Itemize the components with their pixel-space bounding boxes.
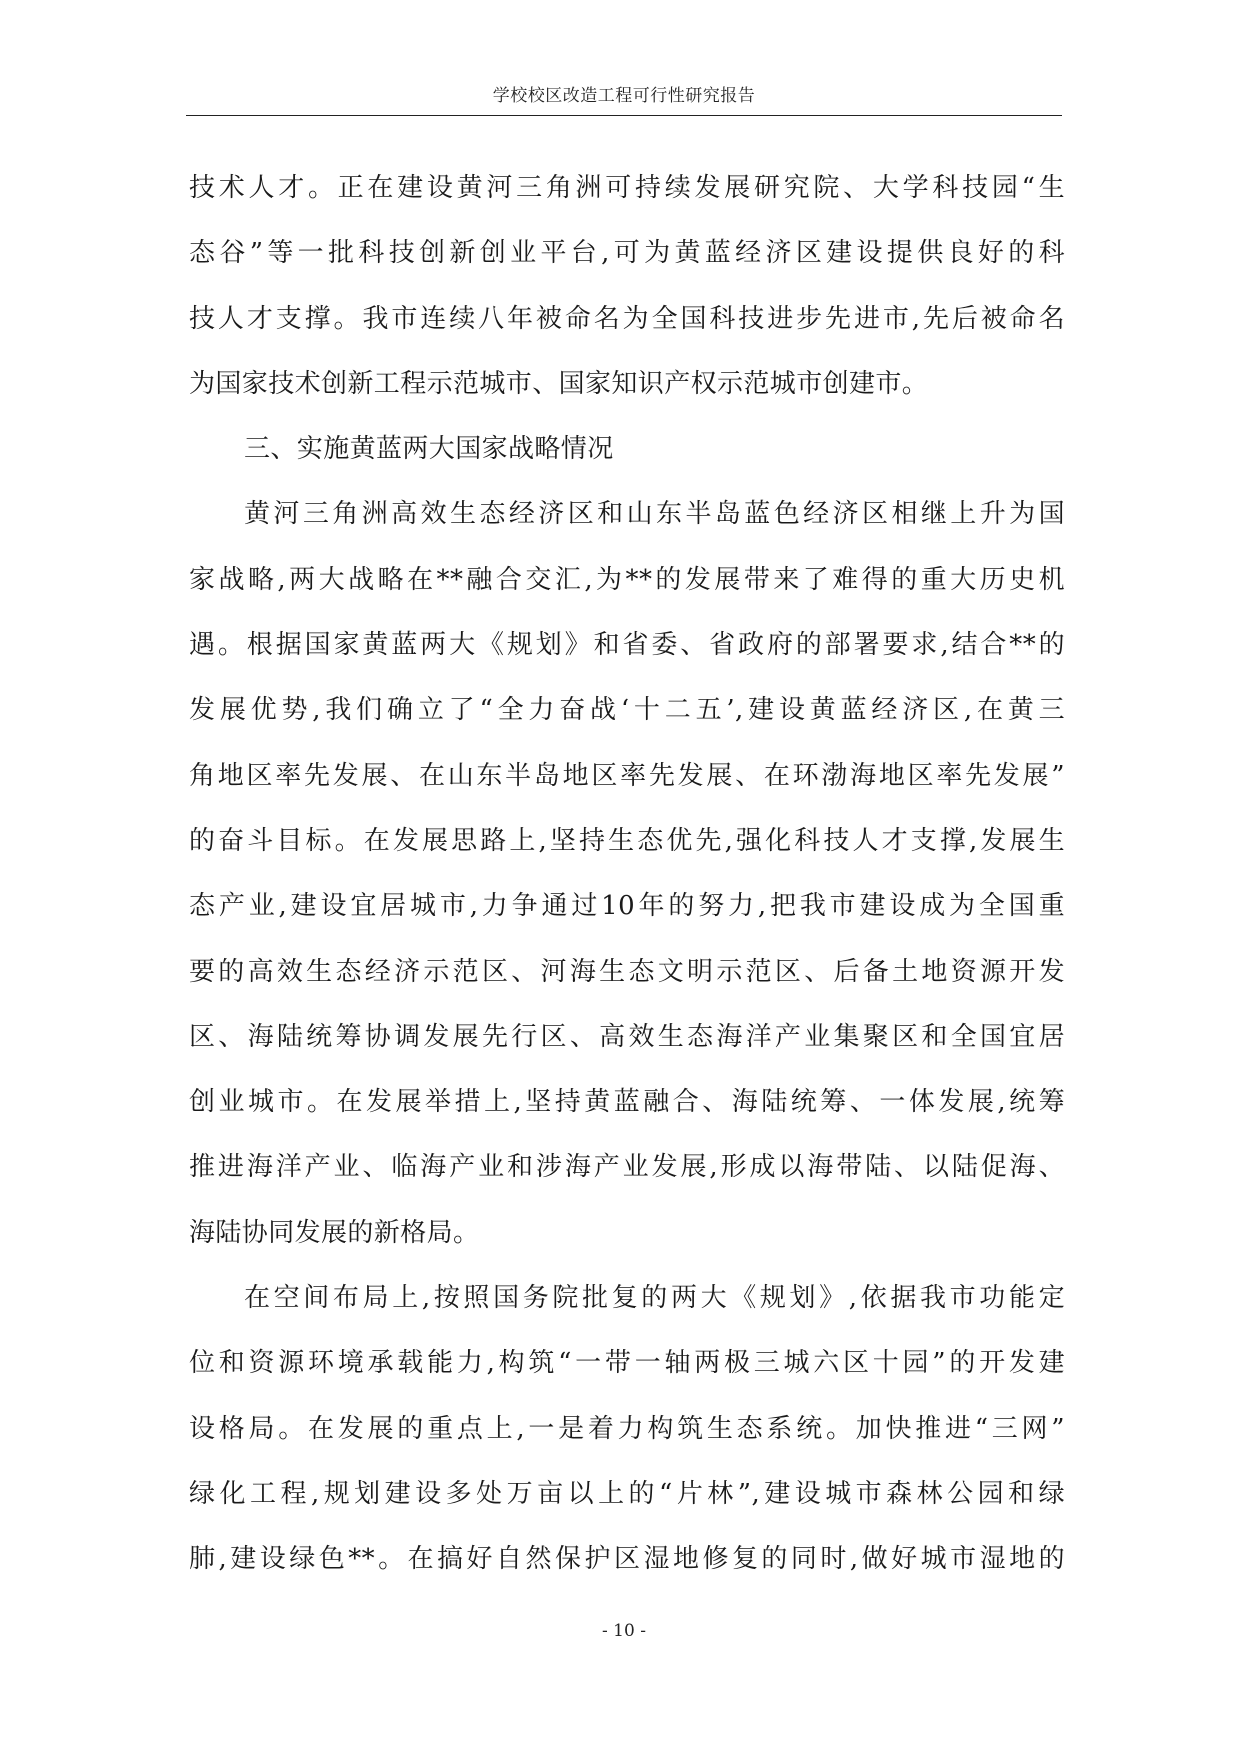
body-line: 肺,建设绿色**。在搞好自然保护区湿地修复的同时,做好城市湿地的 bbox=[189, 1544, 1065, 1575]
body-line: 态谷”等一批科技创新创业平台,可为黄蓝经济区建设提供良好的科 bbox=[189, 238, 1065, 269]
header-divider bbox=[186, 115, 1062, 116]
body-line: 角地区率先发展、在山东半岛地区率先发展、在环渤海地区率先发展” bbox=[189, 760, 1065, 791]
body-line: 家战略,两大战略在**融合交汇,为**的发展带来了难得的重大历史机 bbox=[189, 564, 1065, 595]
body-line: 技人才支撑。我市连续八年被命名为全国科技进步先进市,先后被命名 bbox=[189, 303, 1065, 334]
section-heading: 三、实施黄蓝两大国家战略情况 bbox=[244, 434, 614, 465]
page-number: - 10 - bbox=[602, 1621, 646, 1641]
body-line: 发展优势,我们确立了“全力奋战‘十二五’,建设黄蓝经济区,在黄三 bbox=[189, 695, 1065, 726]
body-line: 态产业,建设宜居城市,力争通过10年的努力,把我市建设成为全国重 bbox=[189, 891, 1065, 922]
body-line: 遇。根据国家黄蓝两大《规划》和省委、省政府的部署要求,结合**的 bbox=[189, 630, 1065, 661]
body-line: 在空间布局上,按照国务院批复的两大《规划》,依据我市功能定 bbox=[244, 1283, 1065, 1314]
body-line: 位和资源环境承载能力,构筑“一带一轴两极三城六区十园”的开发建 bbox=[189, 1348, 1065, 1379]
body-line: 创业城市。在发展举措上,坚持黄蓝融合、海陆统筹、一体发展,统筹 bbox=[189, 1087, 1065, 1118]
body-line: 绿化工程,规划建设多处万亩以上的“片林”,建设城市森林公园和绿 bbox=[189, 1478, 1065, 1509]
body-line: 黄河三角洲高效生态经济区和山东半岛蓝色经济区相继上升为国 bbox=[244, 499, 1065, 530]
body-line: 为国家技术创新工程示范城市、国家知识产权示范城市创建市。 bbox=[189, 368, 929, 399]
body-line: 要的高效生态经济示范区、河海生态文明示范区、后备土地资源开发 bbox=[189, 956, 1065, 987]
body-line: 推进海洋产业、临海产业和涉海产业发展,形成以海带陆、以陆促海、 bbox=[189, 1152, 1065, 1183]
document-body bbox=[189, 161, 1065, 1598]
running-header-title: 学校校区改造工程可行性研究报告 bbox=[492, 86, 756, 106]
body-line: 区、海陆统筹协调发展先行区、高效生态海洋产业集聚区和全国宜居 bbox=[189, 1021, 1065, 1052]
body-line: 技术人才。正在建设黄河三角洲可持续发展研究院、大学科技园“生 bbox=[189, 173, 1065, 203]
body-line: 海陆协同发展的新格局。 bbox=[189, 1217, 480, 1248]
body-line: 的奋斗目标。在发展思路上,坚持生态优先,强化科技人才支撑,发展生 bbox=[189, 825, 1065, 856]
body-line: 设格局。在发展的重点上,一是着力构筑生态系统。加快推进“三网” bbox=[189, 1413, 1065, 1444]
